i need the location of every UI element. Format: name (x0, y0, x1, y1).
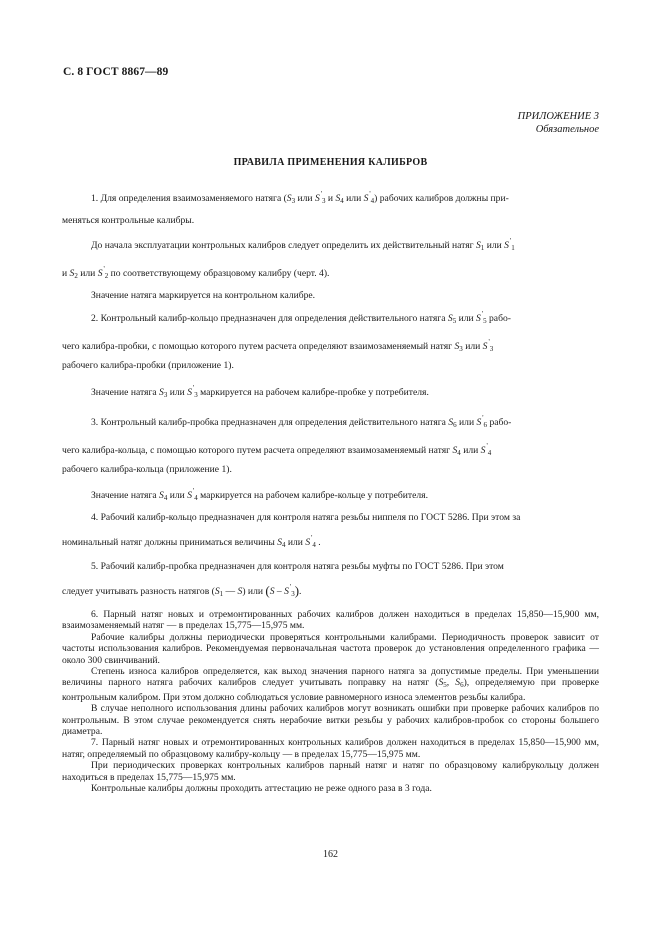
paragraph-11: Рабочие калибры должны периодически проверяться контрольными калибрами. Периодичность проверок зависит от частоты использования калибров. Рекомендуемая первоначальная частота проверок до установления определенного графика — около 300 свинчиваний. (62, 631, 599, 666)
paragraph-13: В случае неполного использования длины рабочих калибров могут возникать ошибки при проверке рабочих калибров по контрольным. В этом случае рекомендуется снять нерабочие витки резьбы у рабочих калибров-пробок со стороны большего диаметра. (62, 703, 599, 738)
paragraph-9-cont: следует учитывать разность натягов ($S_1$ — S) или $(S - S'_3)$. (62, 583, 302, 598)
paragraph-6-cont: чего калибра-кольца, с помощью которого путем расчета определяют взаимозаменяемый натяг $S_4$ или $S'_4$ (62, 442, 492, 457)
paragraph-15: При периодических проверках контрольных калибров парный натяг и натяг по образцовому калибрукольцу должен находиться в пределах 15,775—15,975 мм. (62, 760, 599, 783)
paragraph-5: Значение натяга $S_3$ или $S'_3$ маркируется на рабочем калибре-пробке у потребителя. (91, 384, 429, 399)
appendix-label: ПРИЛОЖЕНИЕ 3 (517, 111, 599, 122)
paragraph-4: 2. Контрольный калибр-кольцо предназначен для определения действительного натяга $S_5$ или $S'_5$ рабо- (91, 310, 511, 325)
paragraph-8-cont: номинальный натяг должны приниматься величины $S_4$ или $S'_4$ . (62, 534, 321, 549)
paragraph-4-end: рабочего калибра-пробки (приложение 1). (62, 360, 234, 371)
paragraph-7: Значение натяга $S_4$ или $S'_4$ маркируется на рабочем калибре-кольце у потребителя. (91, 487, 428, 502)
paragraph-10: 6. Парный натяг новых и отремонтированных рабочих калибров должен находиться в пределах 15,850—15,900 мм, взаимозаменяемый натяг — в пределах 15,775—15,975 мм. (62, 609, 599, 632)
paragraph-6: 3. Контрольный калибр-пробка предназначен для определения действительного натяга $S_6$ или $S'_6$ рабо- (91, 414, 512, 429)
paragraph-8: 4. Рабочий калибр-кольцо предназначен для контроля натяга резьбы ниппеля по ГОСТ 5286. При этом за (91, 512, 521, 523)
page-number: 162 (323, 849, 338, 860)
paragraph-4-cont: чего калибра-пробки, с помощью которого путем расчета определяют взаимозаменяемый натяг $S_3$ или $S'_3$ (62, 338, 494, 353)
paragraph-16: Контрольные калибры должны проходить аттестацию не реже одного раза в 3 года. (91, 783, 432, 795)
appendix-status: Обязательное (535, 124, 599, 135)
paragraph-9: 5. Рабочий калибр-пробка предназначен для контроля натяга резьбы муфты по ГОСТ 5286. При этом (91, 561, 504, 572)
document-body (62, 185, 599, 795)
paragraph-12: Степень износа калибров определяется, как выход значения парного натяга за допустимые пределы. При уменьшении величины парного натяга рабочих калибров следует учитывать поправку на натяг ($S_5$, $S_6$), определяемую при проверке контрольным калибром. При этом должно соблюдаться условие равномерного износа элементов резьбы калибра. (62, 666, 599, 703)
appendix-block (518, 110, 599, 136)
paragraph-1: 1. Для определения взаимозаменяемого натяга ($S_3$ или $S'_3$ и $S_4$ или $S'_4$) рабочих калибров должны при- (91, 190, 509, 205)
paragraph-3: Значение натяга маркируется на контрольном калибре. (91, 290, 316, 301)
paragraph-2: До начала эксплуатации контрольных калибров следует определить их действительный натяг $S_1$ или $S'_1$ (91, 237, 515, 252)
paragraph-2-cont: и $S_2$ или $S'_2$ по соответствующему образцовому калибру (черт. 4). (62, 265, 330, 280)
page-header: С. 8 ГОСТ 8867—89 (63, 66, 169, 78)
section-title: ПРАВИЛА ПРИМЕНЕНИЯ КАЛИБРОВ (233, 157, 428, 168)
paragraph-1-cont: меняться контрольные калибры. (62, 215, 195, 226)
paragraph-14: 7. Парный натяг новых и отремонтированных контрольных калибров должен находиться в пределах 15,850—15,900 мм, натяг, определяемый по образцовому калибру-кольцу — в пределах 15,775—15,975 мм. (62, 737, 599, 760)
paragraph-6-end: рабочего калибра-кольца (приложение 1). (62, 464, 232, 475)
